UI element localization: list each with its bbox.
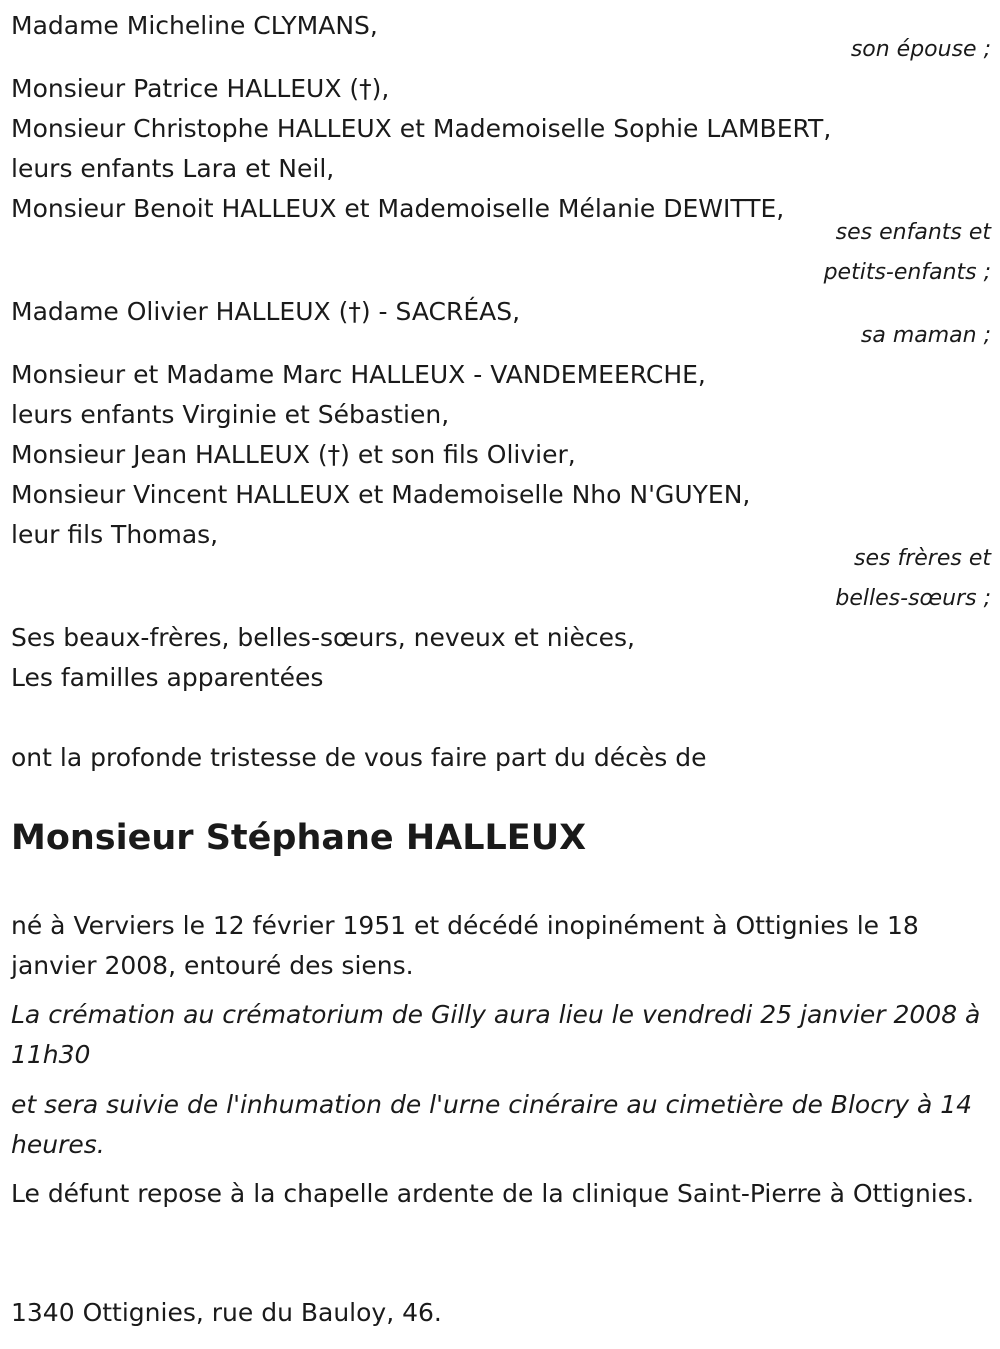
wife-name: Madame Micheline CLYMANS, bbox=[11, 11, 378, 40]
inhumation-text: et sera suivie de l'inhumation de l'urne cinéraire au cimetière de Blocry à 14 heures. bbox=[11, 1090, 973, 1159]
sibling-line-5: leur fils Thomas, bbox=[11, 520, 219, 549]
cremation-text: La crémation au crématorium de Gilly aura lieu le vendredi 25 janvier 2008 à 11h30 bbox=[11, 1000, 981, 1069]
address: 1340 Ottignies, rue du Bauloy, 46. bbox=[11, 1298, 442, 1327]
mother-role: sa maman ; bbox=[860, 323, 991, 348]
child-line-4: Monsieur Benoit HALLEUX et Mademoiselle Mélanie DEWITTE, bbox=[11, 194, 785, 223]
mother-name: Madame Olivier HALLEUX (†) - SACRÉAS, bbox=[11, 297, 521, 326]
children-role-1: ses enfants et bbox=[835, 220, 991, 245]
children-role-2: petits-enfants ; bbox=[823, 260, 991, 285]
deceased-name: Monsieur Stéphane HALLEUX bbox=[11, 818, 587, 858]
child-line-2: Monsieur Christophe HALLEUX et Mademoiselle Sophie LAMBERT, bbox=[11, 114, 832, 143]
birth-death-text: né à Verviers le 12 février 1951 et décédé inopinément à Ottignies le 18 janvier 2008, entouré des siens. bbox=[11, 911, 919, 980]
sibling-line-1: Monsieur et Madame Marc HALLEUX - VANDEMEERCHE, bbox=[11, 360, 706, 389]
repose-text: Le défunt repose à la chapelle ardente de la clinique Saint-Pierre à Ottignies. bbox=[11, 1179, 975, 1208]
child-line-3: leurs enfants Lara et Neil, bbox=[11, 154, 335, 183]
announcement: ont la profonde tristesse de vous faire part du décès de bbox=[11, 743, 707, 772]
siblings-role-1: ses frères et bbox=[854, 546, 991, 571]
extended-line-1: Ses beaux-frères, belles-sœurs, neveux et nièces, bbox=[11, 623, 635, 652]
child-line-1: Monsieur Patrice HALLEUX (†), bbox=[11, 74, 390, 103]
sibling-line-2: leurs enfants Virginie et Sébastien, bbox=[11, 400, 450, 429]
extended-line-2: Les familles apparentées bbox=[11, 663, 324, 692]
sibling-line-3: Monsieur Jean HALLEUX (†) et son fils Olivier, bbox=[11, 440, 576, 469]
wife-role: son épouse ; bbox=[850, 37, 991, 62]
sibling-line-4: Monsieur Vincent HALLEUX et Mademoiselle Nho N'GUYEN, bbox=[11, 480, 751, 509]
siblings-role-2: belles-sœurs ; bbox=[835, 586, 991, 611]
